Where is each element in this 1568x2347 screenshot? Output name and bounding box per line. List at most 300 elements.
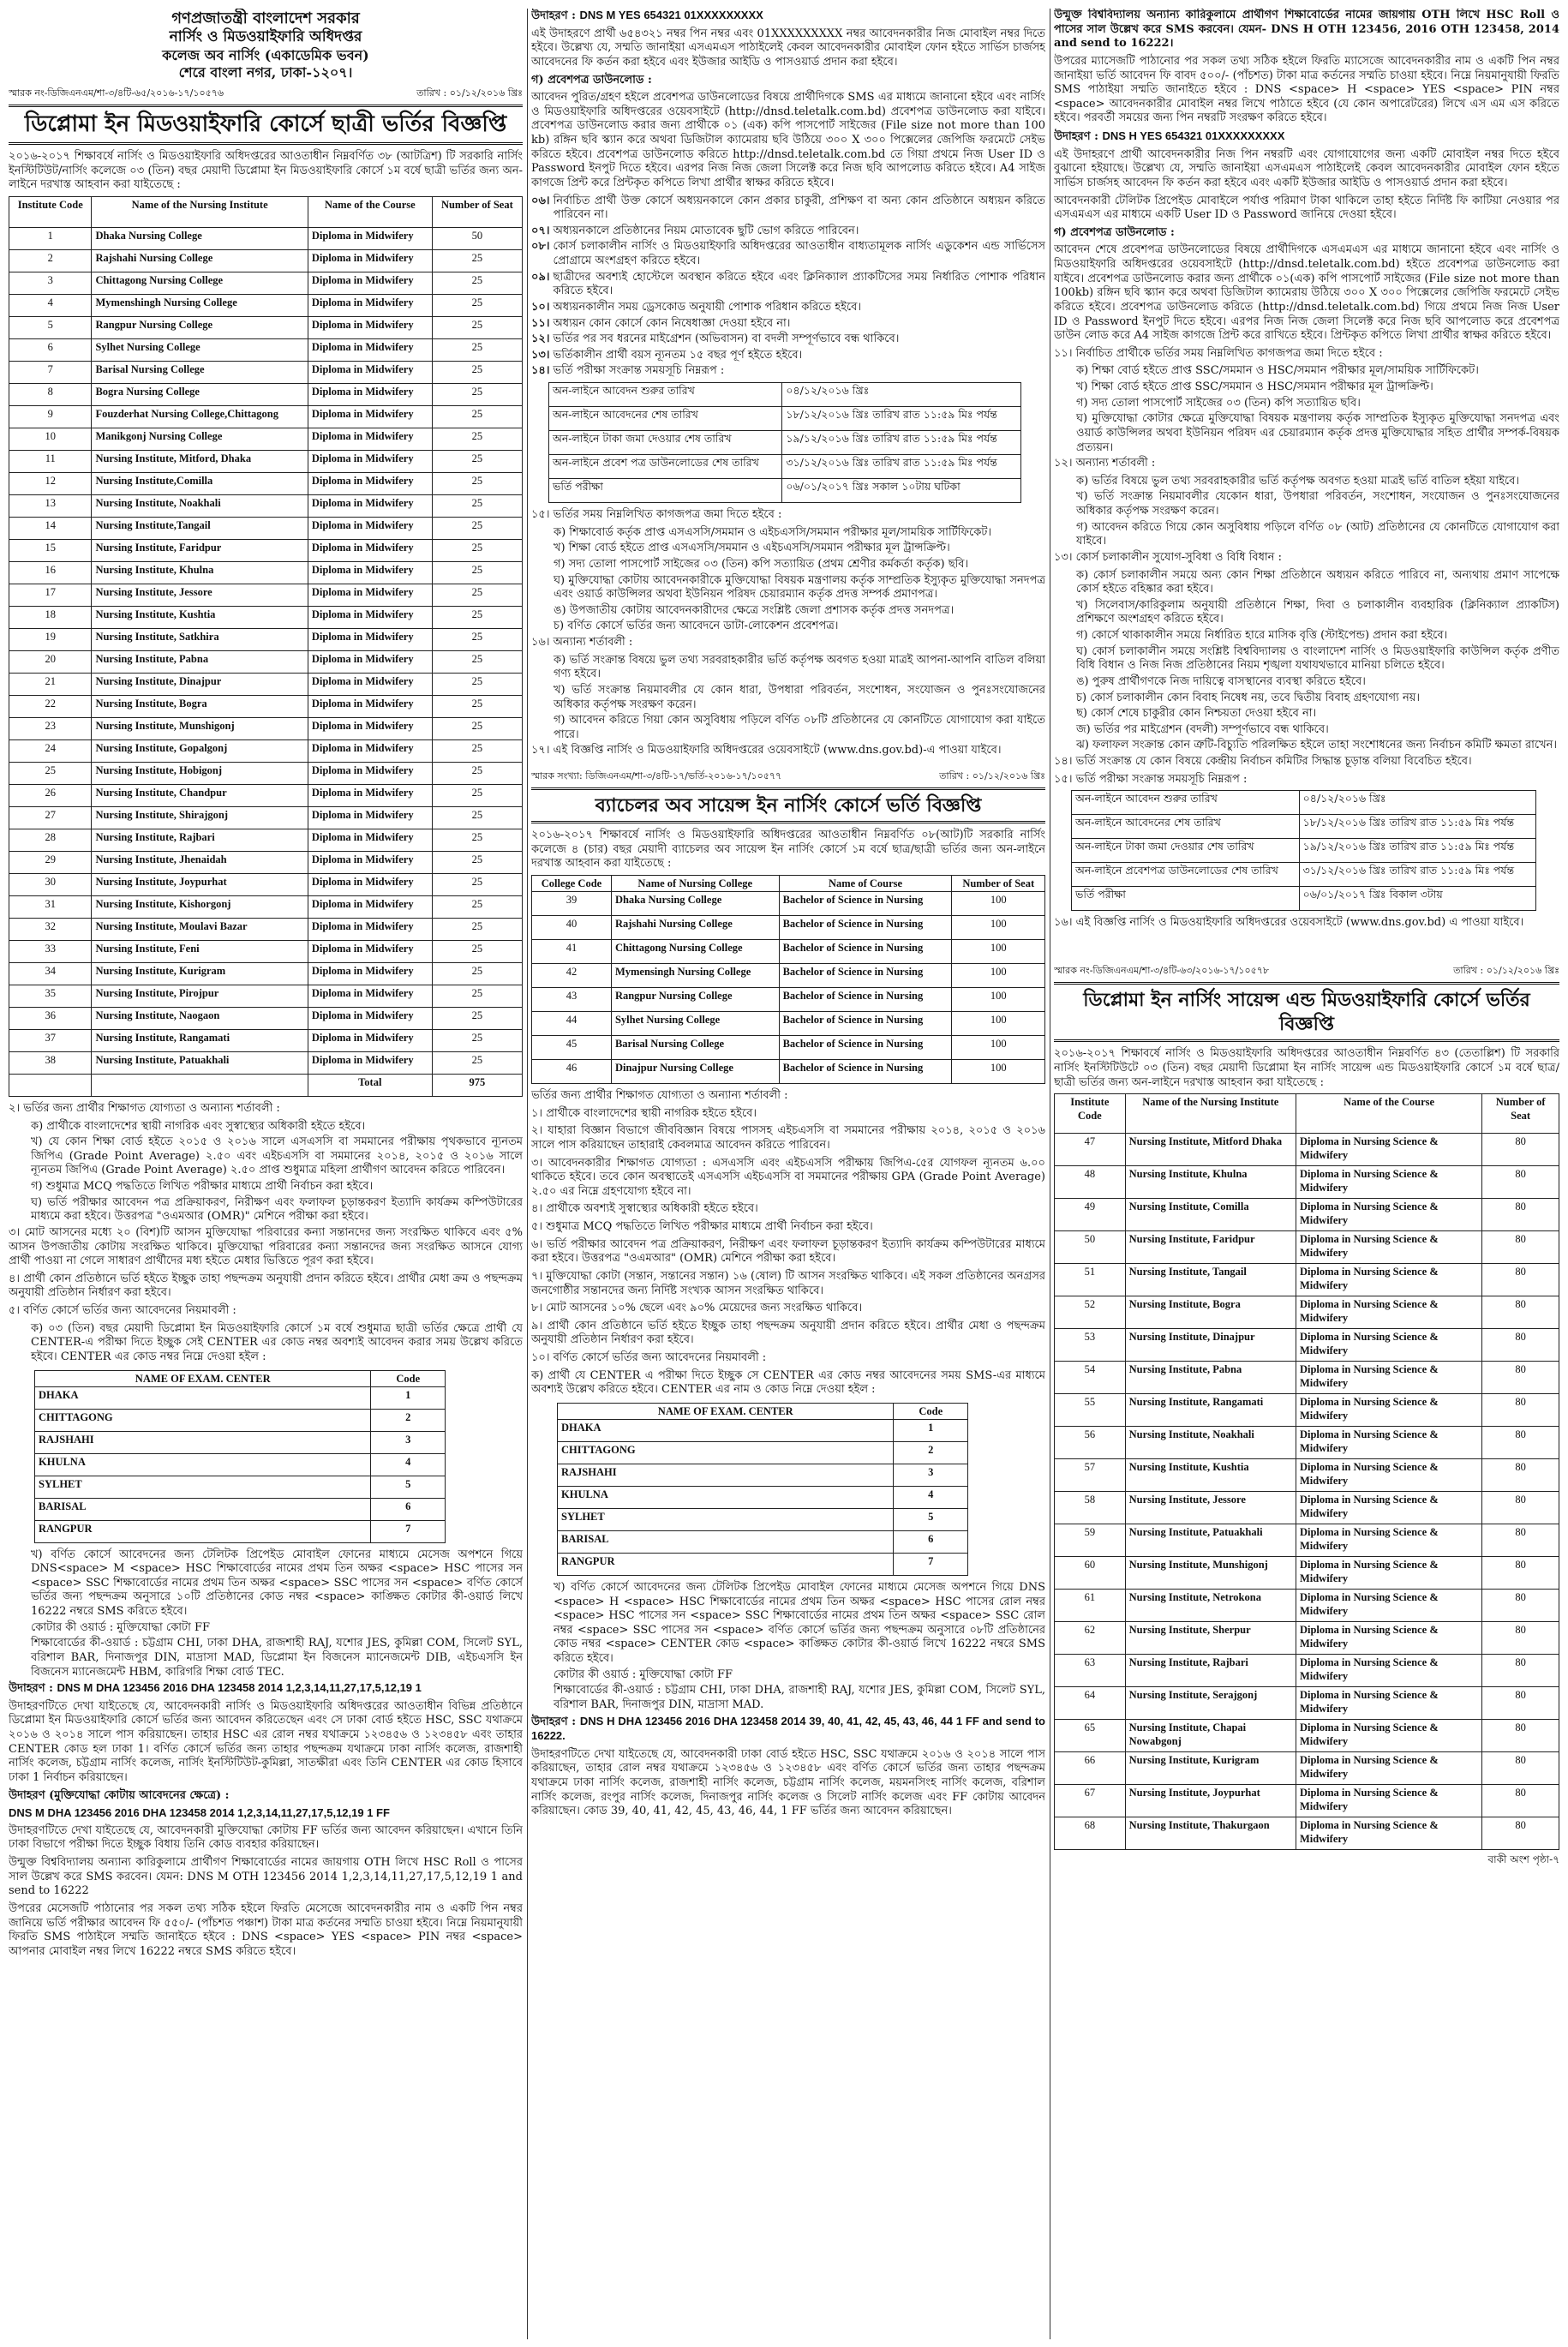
table-cell: 25 <box>432 383 522 405</box>
course-rules-title: ১৩। কোর্স চলাকালীন সুযোগ-সুবিধা ও বিধি বিধান : <box>1054 550 1282 564</box>
list-item: ২। যাহারা বিজ্ঞান বিভাগে জীববিজ্ঞান বিষয়ে পাসসহ এইচএসসি বা সমমানের পরীক্ষায় ২০১৪, ২০১৫ ও ২০১৬ সালে পাস করিয়াছেন তাহারাই কেবলমাত্র আবেদন করিতে পারিবেন। <box>531 1124 1045 1152</box>
yes-example-note: এই উদাহরণে প্রার্থী আবেদনকারীর নিজ পিন নম্বরটি এবং যোগাযোগের জন্য একটি মোবাইল নম্বর দিতে হইবে বুঝানো হইয়াছে। উল্লেখ্য যে, সম্মতি জানাইয়া এসএমএস পাঠাইলেই কেবল আবেদনকারীর মোবাইল ফোন হইতে সার্ভিস চার্জসহ আবেদন ফি কর্তন করা হইবে এবং একটি ইউজার আইডি ও পাসওয়ার্ড প্রদান করা হইবে। <box>1054 147 1559 189</box>
list-item: গ) কোর্সে থাকাকালীন সময়ে নির্ধারিত হারে মাসিক বৃত্তি (স্টাইপেন্ড) প্রদান করা হইবে। <box>1076 629 1448 642</box>
table-cell: 68 <box>1055 1817 1126 1850</box>
other-title: ১২। অন্যান্য শর্তাবলী : <box>1054 457 1156 470</box>
list-item: ক) কোর্স চলাকালীন সময়ে অন্য কোন শিক্ষা প্রতিষ্ঠানে অধ্যয়ন করিতে পারিবে না, অন্যথায় প্রমাণ সাপেক্ষে কোর্স হইতে বহিষ্কার করা হইবে। <box>1076 568 1559 596</box>
table-cell: 25 <box>432 272 522 294</box>
table-cell: 6 <box>894 1530 968 1553</box>
table-cell: Nursing Institute, Pirojpur <box>92 985 308 1007</box>
table-cell: ৩১/১২/২০১৬ খ্রিঃ তারিখ রাত ১১:৫৯ মিঃ পর্যন্ত <box>1299 863 1535 887</box>
table-row <box>558 1441 968 1464</box>
table-cell: ১৯/১২/২০১৬ খ্রিঃ তারিখ রাত ১১:৫৯ মিঃ পর্যন্ত <box>1299 839 1535 863</box>
table-cell: Rangpur Nursing College <box>92 316 308 338</box>
dns-institute-table <box>1054 1093 1559 1850</box>
table-cell: Diploma in Midwifery <box>308 472 432 494</box>
memo-date: তারিখ : ০১/১২/২০১৬ খ্রিঃ <box>1453 964 1559 976</box>
list-item: ৯। প্রার্থী কোন প্রতিষ্ঠানে ভর্তি হইতে ইচ্ছুক তাহা পছন্দক্রম অনুযায়ী প্রদান করিতে হইবে। প্রার্থীর মেধা ও পছন্দক্রম অনুযায়ী প্রতিষ্ঠান নির্ধারণ করা হইবে। <box>531 1319 1045 1347</box>
table-row <box>9 561 523 584</box>
table-row <box>9 1007 523 1029</box>
table-cell: Diploma in Midwifery <box>308 450 432 472</box>
table-cell: Nursing Institute, Thakurgaon <box>1125 1817 1296 1850</box>
reply-instructions: উপরের ম্যাসেজটি পাঠানোর পর সকল তথ্য সঠিক হইলে ফিরতি ম্যাসেজে আবেদনকারীর নাম ও একটি পিন নম্বর জানাইয়া ভর্তি আবেদন ফি বাবদ ৫০০/- (পাঁচশত) টাকা মাত্র কর্তনের সম্মতি চাওয়া হইবে। নিম্নে নিয়মানুযায়ী ফিরতি SMS পাঠাইয়া সম্মতি জানাইতে হইবে : DNS <space> H <space> YES <space> PIN নম্বর <space> আবেদনকারীর মোবাইল নম্বর লিখে পাঠাতে হইবে (যে কোন অপারেটরের) লিখে এস এম এস করিতে হইবে। পরবর্তী সময়ের জন্য পিন নম্বরটি সংরক্ষণ করিতে হইবে। <box>1054 54 1559 125</box>
column-header: Code <box>894 1403 968 1419</box>
memo-ref: স্মারক নং-ডিজিএনএম/শা-৩/৪টি-৬৩/২০১৬-১৭/১০৫৭৮ <box>1054 964 1270 976</box>
table-row <box>1055 1231 1559 1264</box>
table-cell: Nursing Institute,Comilla <box>92 472 308 494</box>
teletalk-note: আবেদনকারী টেলিটক প্রিপেইড মোবাইলে পর্যাপ্ত পরিমাণ টাকা থাকিলে তাহা হইতে নির্দিষ্ট ফি কাটিয়া নেওয়ার পর এসএমএস এর মাধ্যমে একটি User ID ও Password জানিয়ে দেওয়া হইবে। <box>1054 194 1559 222</box>
table-cell: Dhaka Nursing College <box>92 227 308 249</box>
table-cell: 25 <box>432 472 522 494</box>
table-cell: Nursing Institute, Khulna <box>1125 1166 1296 1199</box>
table-row <box>1055 1264 1559 1296</box>
table-cell: Mymensingh Nursing College <box>611 964 779 988</box>
table-cell: Bachelor of Science in Nursing <box>779 916 952 940</box>
table-cell: 80 <box>1482 1655 1559 1687</box>
table-cell: 66 <box>1055 1752 1126 1785</box>
table-cell: Nursing Institute, Rajbari <box>92 829 308 851</box>
table-cell: 62 <box>1055 1622 1126 1655</box>
table-row <box>1055 1687 1559 1720</box>
table-cell: 25 <box>432 584 522 606</box>
example-label: উদাহরণ : <box>9 1682 53 1696</box>
table-row <box>9 428 523 450</box>
column-header: Name of Course <box>779 876 952 892</box>
table-row <box>558 1486 968 1508</box>
table-row <box>549 431 1021 455</box>
table-row <box>9 606 523 628</box>
midwifery-institute-table <box>9 196 523 1097</box>
table-cell: Nursing Institute, Mitford Dhaka <box>1125 1134 1296 1166</box>
table-cell: Nursing Institute, Satkhira <box>92 628 308 650</box>
table-row <box>1055 1296 1559 1329</box>
table-row <box>9 985 523 1007</box>
eligibility-c: গ) শুধুমাত্র MCQ পদ্ধতিতে লিখিত পরীক্ষার মাধ্যমে প্রার্থী নির্বাচন করা হইবে। <box>31 1180 374 1194</box>
table-row <box>9 1051 523 1074</box>
table-row <box>1055 1329 1559 1362</box>
table-cell: Nursing Institute, Shirajgonj <box>92 806 308 829</box>
item-text: ছাত্রীদের অবশ্যই হোস্টেলে অবস্থান করিতে হইবে এবং ক্লিনিক্যাল প্র্যাকটিসের সময় নির্ধারিত পোশাক পরিধান করিতে হইবে। <box>553 270 1045 298</box>
table-row <box>35 1453 446 1476</box>
table-cell: অন-লাইনে আবেদনের শেষ তারিখ <box>1072 815 1300 839</box>
table-cell: 41 <box>532 940 612 964</box>
table-row <box>1055 1817 1559 1850</box>
table-row <box>1072 791 1536 815</box>
table-cell: অন-লাইনে প্রবেশ পত্র ডাউনলোডের শেষ তারিখ <box>549 455 782 479</box>
table-cell: Diploma in Midwifery <box>308 584 432 606</box>
column-header: College Code <box>532 876 612 892</box>
table-cell: অন-লাইনে টাকা জমা দেওয়ার শেষ তারিখ <box>549 431 782 455</box>
table-cell: 7 <box>894 1553 968 1575</box>
table-cell: 100 <box>952 1036 1045 1060</box>
table-row <box>9 472 523 494</box>
list-item: গ) সদ্য তোলা পাসপোর্ট সাইজের ০৩ (তিন) কপি সত্যায়িত ছবি। <box>1076 396 1361 410</box>
table-cell: 100 <box>952 1060 1045 1084</box>
table-cell: 25 <box>432 940 522 962</box>
list-item: খ) ভর্তি সংক্রান্ত নিয়মাবলীর যেকোন ধারা, উপধারা পরিবর্তন, সংশোধন, সংযোজন ও পুনঃসংযোজনের অধিকার কর্তৃপক্ষ সংরক্ষণ করেন। <box>1076 490 1559 518</box>
list-item: গ) সদ্য তোলা পাসপোর্ট সাইজের ০৩ (তিন) কপি সত্যায়িত (প্রথম শ্রেণীর কর্মকর্তা কর্তৃক) ছবি। <box>554 557 969 571</box>
table-cell: 7 <box>371 1520 446 1542</box>
table-cell: Diploma in Nursing Science & Midwifery <box>1296 1817 1481 1850</box>
table-cell: 2 <box>9 249 92 272</box>
table-cell: Diploma in Midwifery <box>308 851 432 873</box>
list-item <box>531 271 1045 299</box>
item-text: কোর্স চলাকালীন নার্সিং ও মিডওয়াইফারি অধিদপ্তরের আওতাধীন বাধ্যতামূলক নার্সিং এডুকেশন এন্ড সার্ভিসেস প্রোগ্রামে অংশগ্রহণ করিতে হইবে। <box>553 240 1045 267</box>
table-cell: ৩১/১২/২০১৬ খ্রিঃ তারিখ রাত ১১:৫৯ মিঃ পর্যন্ত <box>782 455 1021 479</box>
column-header: Number of Seat <box>1482 1094 1559 1134</box>
table-cell: 57 <box>1055 1459 1126 1492</box>
govt-header <box>9 9 523 82</box>
table-row <box>549 479 1021 503</box>
table-cell: 25 <box>432 539 522 561</box>
table-cell: 60 <box>1055 1557 1126 1590</box>
table-cell: অন-লাইনে প্রবেশপত্র ডাউনলোডের শেষ তারিখ <box>1072 863 1300 887</box>
table-cell: Diploma in Nursing Science & Midwifery <box>1296 1785 1481 1817</box>
exam-center-table <box>34 1370 446 1543</box>
table-cell: Diploma in Midwifery <box>308 338 432 361</box>
list-item: ১০। বর্ণিত কোর্সে ভর্তির জন্য আবেদনের নিয়মাবলী : <box>531 1351 767 1365</box>
table-cell: 46 <box>532 1060 612 1084</box>
list-item: ৪। প্রার্থীকে অবশ্যই সুস্বাস্থ্যের অধিকারী হইতে হইবে। <box>531 1202 758 1216</box>
table-row <box>1055 1166 1559 1199</box>
total-row <box>9 1074 523 1096</box>
table-row <box>9 829 523 851</box>
list-item <box>531 317 1045 332</box>
table-row <box>1055 1720 1559 1752</box>
table-cell: Chittagong Nursing College <box>611 940 779 964</box>
table-row <box>532 964 1045 988</box>
table-row <box>35 1498 446 1520</box>
table-cell: Diploma in Midwifery <box>308 673 432 695</box>
table-cell: 80 <box>1482 1264 1559 1296</box>
table-cell: Nursing Institute, Bogra <box>1125 1296 1296 1329</box>
table-cell: Nursing Institute, Dinajpur <box>1125 1329 1296 1362</box>
table-cell: Nursing Institute, Noakhali <box>92 494 308 517</box>
table-cell: SYLHET <box>558 1508 894 1530</box>
table-cell: Diploma in Nursing Science & Midwifery <box>1296 1687 1481 1720</box>
table-row <box>1055 1622 1559 1655</box>
memo-ref: স্মারক সংখ্যা: ডিজিএনএম/শা-৩/৪টি-১৭/ভর্তি-২০১৬-১৭/১০৫৭৭ <box>531 770 782 781</box>
admit-download-title: গ) প্রবেশপত্র ডাউনলোড : <box>1054 225 1175 239</box>
table-cell: 34 <box>9 962 92 985</box>
oth-instructions: উন্মুক্ত বিশ্ববিদ্যালয় অন্যান্য কারিকুলামে প্রার্থীগণ শিক্ষাবোর্ডের নামের জায়গায় OTH লিখে HSC Roll ও পাসের সাল উল্লেখ করে SMS করবেন। যেমন- DNS H OTH 123456, 2016 OTH 123458, 2014 and send to 16222। <box>1054 9 1559 51</box>
table-row <box>549 383 1021 407</box>
table-row <box>1055 1785 1559 1817</box>
table-cell: 80 <box>1482 1785 1559 1817</box>
table-cell: CHITTAGONG <box>35 1409 371 1431</box>
table-cell: Diploma in Nursing Science & Midwifery <box>1296 1622 1481 1655</box>
eligibility-b: খ) যে কোন শিক্ষা বোর্ড হইতে ২০১৫ ও ২০১৬ সালে এসএসসি বা সমমানের পরীক্ষায় পৃথকভাবে ন্যূনতম জিপিএ (Grade Point Average) ২.৫০ এবং এইচএসসি বা সমমানের ২০১৪, ২০১৫ ও ২০১৬ সালে ন্যূনতম জিপিএ (Grade Point Average) ২.৫০ প্রাপ্ত শুধুমাত্র মহিলা প্রার্থীগণ আবেদন করিতে পারিবেন। <box>31 1135 523 1177</box>
table-cell: BARISAL <box>558 1530 894 1553</box>
item-number: ০৭। <box>531 224 550 237</box>
notice-intro: ২০১৬-২০১৭ শিক্ষাবর্ষে নার্সিং ও মিডওয়াইফারি অধিদপ্তরের আওতাধীন নিম্নবর্ণিত ৩৮ (আটত্রিশ) টি সরকারি নার্সিং ইনস্টিটিউট/নার্সিং কলেজে ০৩ (তিন) বছর মেয়াদী ডিপ্লোমা ইন মিডওয়াইফারি কোর্সে ১ম বর্ষে ছাত্রী ভর্তির জন্য অন-লাইনে দরখাস্ত আহবান করা যাইতেছে : <box>9 150 523 192</box>
table-cell: 25 <box>432 494 522 517</box>
table-cell: Diploma in Midwifery <box>308 739 432 762</box>
table-cell: Bachelor of Science in Nursing <box>779 988 952 1012</box>
quota-clause: ৩। মোট আসনের মধ্যে ২০ (বিশ)টি আসন মুক্তিযোদ্ধা পরিবারের কন্যা সন্তানদের জন্য সংরক্ষিত থাকিবে এবং ৫% আসন উপজাতীয় কোটায় সংরক্ষিত থাকিবে। মুক্তিযোদ্ধা পরিবারের কন্যা সন্তানদের জন্য সংরক্ষিত আসনে যোগ্য প্রার্থী পাওয়া না গেলে সাধারণ প্রার্থীদের মধ্য হইতে মেধার ভিত্তিতে পূরণ করা হইবে। <box>9 1225 523 1268</box>
table-cell: Diploma in Midwifery <box>308 1051 432 1074</box>
table-row <box>9 294 523 316</box>
admit-download-body: আবেদন শেষে প্রবেশপত্র ডাউনলোডের বিষয়ে প্রার্থীদিগকে এসএমএস এর মাধ্যমে জানানো হইবে এবং নার্সিং ও মিডওয়াইফারি অধিদপ্তরের ওয়েবসাইটে (http://dnsd.teletalk.com.bd) হইতে প্রবেশপত্র ডাউনলোড করা যাইবে। প্রবেশপত্র ডাউনলোড করার জন্য প্রার্থীকে ০১(এক) কপি পাসপোর্ট সাইজের (File size not more than 100kb) রঙ্গিন ছবি স্ক্যান করে অথবা ডিজিটাল ক্যামেরায় উঠিয়ে ৩০০ X ৩০০ পিক্সেলের জেপিজি ফরমেটে সেইভ করিতে হইবে। প্রবেশপত্র ডাউনলোড করিতে (http://dnsd.teletalk.com.bd) গিয়ে প্রথমে নিজ নিজ User ID ও Password ইনপুট দিতে হইবে। এরপর নিজ নিজ জেলা সিলেক্ট করে নিজ ছবি আপলোড করে প্রবেশপত্র ডাউন লোড করে A4 সাইজ কাগজে প্রিন্ট করে রাখিতে হইবে। প্রিন্টকৃত কপিতে লিখা প্রার্থীর স্বাক্ষর করিতে হইবে। <box>1054 243 1559 343</box>
table-cell: 18 <box>9 606 92 628</box>
table-cell: 9 <box>9 405 92 428</box>
table-cell: Diploma in Midwifery <box>308 1029 432 1051</box>
list-item: ঘ) মুক্তিযোদ্ধা কোটায় আবেদনকারীকে মুক্তিযোদ্ধা বিষয়ক মন্ত্রণালয় কর্তৃক সাম্প্রতিক ইস্যুকৃত মুক্তিযোদ্ধা সনদপত্র এবং ওয়ার্ড কাউন্সিলর অথবা ইউনিয়ন পরিষদ চেয়ারম্যান কর্তৃক প্রদত্ত সম্পর্ক প্রমাণপত্র। <box>554 573 1045 602</box>
list-item: গ) আবেদন করিতে গিয়ে কোন অসুবিধায় পড়িলে বর্ণিত ০৮ (আট) প্রতিষ্ঠানের যে কোনটিতে যোগাযোগ করা যাইবে। <box>1076 520 1559 548</box>
table-row <box>9 895 523 918</box>
column-header: NAME OF EXAM. CENTER <box>35 1370 371 1386</box>
table-cell: KHULNA <box>35 1453 371 1476</box>
table-cell: 24 <box>9 739 92 762</box>
table-cell: Nursing Institute, Kushtia <box>1125 1459 1296 1492</box>
table-row <box>9 762 523 784</box>
table-cell: 25 <box>432 895 522 918</box>
table-row <box>532 916 1045 940</box>
list-item <box>531 332 1045 347</box>
column-2 <box>531 9 1045 2339</box>
table-cell: 100 <box>952 1012 1045 1036</box>
table-cell: 25 <box>432 918 522 940</box>
schedule-table <box>1071 790 1536 911</box>
table-cell: 25 <box>432 873 522 895</box>
table-row <box>9 272 523 294</box>
table-cell: Diploma in Nursing Science & Midwifery <box>1296 1134 1481 1166</box>
table-cell: 40 <box>532 916 612 940</box>
table-cell: 64 <box>1055 1687 1126 1720</box>
table-cell: 3 <box>371 1431 446 1453</box>
bsc-exam-center-table <box>557 1403 968 1576</box>
table-cell: ভর্তি পরীক্ষা <box>549 479 782 503</box>
table-row <box>9 739 523 762</box>
table-cell: 25 <box>432 829 522 851</box>
table-row <box>1072 887 1536 911</box>
table-cell: 80 <box>1482 1687 1559 1720</box>
table-cell: 20 <box>9 650 92 673</box>
table-cell: Diploma in Nursing Science & Midwifery <box>1296 1394 1481 1427</box>
list-item: ৬। ভর্তি পরীক্ষার আবেদন পত্র প্রক্রিয়াকরণ, নিরীক্ষণ এবং ফলাফল চূড়ান্তকরণ ইত্যাদি কার্যক্রম কম্পিউটারের মাধ্যমে করা হইবে। উত্তরপত্র "ওএমআর" (OMR) মেশিনে পরীক্ষা করা হইবে। <box>531 1237 1045 1266</box>
quota-keyword: কোটার কী ওয়ার্ড : মুক্তিযোদ্ধা কোটা FF <box>31 1620 211 1634</box>
table-cell: Diploma in Midwifery <box>308 316 432 338</box>
other-list <box>531 654 1045 743</box>
table-cell: 13 <box>9 494 92 517</box>
table-cell: 27 <box>9 806 92 829</box>
table-row <box>9 383 523 405</box>
list-item: ৭। মুক্তিযোদ্ধা কোটা (সন্তান, সন্তানের সন্তান) ১৬ (ষোল) টি আসন সংরক্ষিত থাকিবে। এই সকল প্রতিষ্ঠানের অনগ্রসর জনগোষ্ঠীর সন্তানদের জন্য নির্দিষ্ট সংখ্যক আসন সংরক্ষিত থাকিবে। <box>531 1269 1045 1297</box>
table-row <box>9 517 523 539</box>
eligibility-d: ঘ) ভর্তি পরীক্ষার আবেদন পত্র প্রক্রিয়াকরণ, নিরীক্ষণ এবং ফলাফল চূড়ান্তকরণ ইত্যাদি কার্যক্রম কম্পিউটারের মাধ্যমে করা হইবে। উত্তরপত্র "ওএমআর (OMR)" মেশিনে পরীক্ষা করা হইবে। <box>31 1195 523 1224</box>
table-cell: Mymenshingh Nursing College <box>92 294 308 316</box>
bsc-example <box>531 1715 1045 1745</box>
table-cell: 50 <box>432 227 522 249</box>
table-cell: 38 <box>9 1051 92 1074</box>
table-cell: Diploma in Nursing Science & Midwifery <box>1296 1199 1481 1231</box>
column-header: Code <box>371 1370 446 1386</box>
table-cell: Manikgonj Nursing College <box>92 428 308 450</box>
table-cell: Nursing Institute, Naogaon <box>92 1007 308 1029</box>
table-cell: Nursing Institute, Jhenaidah <box>92 851 308 873</box>
table-cell: 25 <box>432 249 522 272</box>
list-item: খ) সিলেবাস/কারিকুলাম অনুযায়ী প্রতিষ্ঠানে শিক্ষা, দিবা ও চলাকালীন ব্যবহারিক (ক্লিনিক্যাল প্র্যাকটিস) প্রশিক্ষণে অংশগ্রহণ করিতে হইবে। <box>1076 598 1559 626</box>
table-row <box>9 249 523 272</box>
table-cell: 53 <box>1055 1329 1126 1362</box>
table-row <box>9 227 523 249</box>
table-cell: 14 <box>9 517 92 539</box>
bsc-example-note: উদাহরণটিতে দেখা যাইতেছে যে, আবেদনকারী ঢাকা বোর্ড হইতে HSC, SSC যথাক্রমে ২০১৬ ও ২০১৪ সালে পাস করিয়াছেন, তাহার রোল নম্বর যথাক্রমে ১২৩৪৫৬ ও ১২৩৪৫৮ এবং বর্ণিত কোর্সে ভর্তির জন্য তাহার পছন্দক্রম যথাক্রমে ঢাকা নার্সিং কলেজ, রাজশাহী নার্সিং কলেজ, চট্টগ্রাম নার্সিং কলেজ, ময়মনসিংহ নার্সিং কলেজ, বরিশাল নার্সিং কলেজ, রংপুর নার্সিং কলেজ, দিনাজপুর নার্সিং কলেজ ও সিলেট নার্সিং কলেজ এবং FF কোটায় আবেদন করিয়াছেন। কোড 39, 40, 41, 42, 45, 43, 46, 44, 1 FF ভর্তির জন্য আবেদন করিয়াছেন। <box>531 1747 1045 1818</box>
table-row <box>1055 1459 1559 1492</box>
table-row <box>9 940 523 962</box>
table-cell: 2 <box>371 1409 446 1431</box>
table-row <box>9 650 523 673</box>
table-row <box>532 1036 1045 1060</box>
table-cell: Diploma in Nursing Science & Midwifery <box>1296 1231 1481 1264</box>
table-cell: Nursing Institute,Tangail <box>92 517 308 539</box>
item-text: অধ্যয়ন কোন কোর্সে কোন নিষেধাজ্ঞা দেওয়া হইবে না। <box>553 316 791 330</box>
table-cell: 48 <box>1055 1166 1126 1199</box>
table-cell: 15 <box>9 539 92 561</box>
table-cell: 54 <box>1055 1362 1126 1394</box>
table-cell: Nursing Institute, Munshigonj <box>1125 1557 1296 1590</box>
bsc-notice-title: ব্যাচেলর অব সায়েন্স ইন নার্সিং কোর্সে ভর্তি বিজ্ঞপ্তি <box>531 787 1045 823</box>
table-row <box>1055 1394 1559 1427</box>
list-item: ক) ভর্তি সংক্রান্ত বিষয়ে ভুল তথ্য সরবরাহকারীর ভর্তি কর্তৃপক্ষ অবগত হওয়া মাত্রই আপনা-আপনি বাতিল বলিয়া গণ্য হইবে। <box>554 653 1045 681</box>
table-cell: Diploma in Midwifery <box>308 895 432 918</box>
table-cell: 52 <box>1055 1296 1126 1329</box>
table-cell: Diploma in Nursing Science & Midwifery <box>1296 1655 1481 1687</box>
yes-example <box>531 9 1045 24</box>
table-cell: 100 <box>952 988 1045 1012</box>
table-cell: 25 <box>432 851 522 873</box>
table-cell: 19 <box>9 628 92 650</box>
table-cell: Nursing Institute, Kishorgonj <box>92 895 308 918</box>
table-cell: Diploma in Nursing Science & Midwifery <box>1296 1166 1481 1199</box>
table-cell: 25 <box>432 717 522 739</box>
table-cell: Bachelor of Science in Nursing <box>779 892 952 916</box>
table-cell: ০৬/০১/২০১৭ খ্রিঃ সকাল ১০টায় ঘটিকা <box>782 479 1021 503</box>
table-cell: 61 <box>1055 1590 1126 1622</box>
dns-notice-title: ডিপ্লোমা ইন নার্সিং সায়েন্স এন্ড মিডওয়াইফারি কোর্সে ভর্তির বিজ্ঞপ্তি <box>1054 982 1559 1042</box>
table-cell: 36 <box>9 1007 92 1029</box>
table-cell: Diploma in Midwifery <box>308 918 432 940</box>
table-cell: Diploma in Midwifery <box>308 717 432 739</box>
memo-line <box>1054 965 1559 977</box>
table-cell: 4 <box>894 1486 968 1508</box>
table-cell: Diploma in Midwifery <box>308 227 432 249</box>
table-cell: 100 <box>952 964 1045 988</box>
table-row <box>1072 863 1536 887</box>
table-cell: Diploma in Nursing Science & Midwifery <box>1296 1296 1481 1329</box>
memo-date: তারিখ : ০১/১২/২০১৬ খ্রিঃ <box>416 87 523 99</box>
table-cell: Diploma in Nursing Science & Midwifery <box>1296 1524 1481 1557</box>
table-row <box>9 361 523 383</box>
header-line-1: গণপ্রজাতন্ত্রী বাংলাদেশ সরকার <box>171 9 360 27</box>
bsc-quota-keyword: কোটার কী ওয়ার্ড : মুক্তিযোদ্ধা কোটা FF <box>554 1667 733 1681</box>
list-item <box>531 349 1045 363</box>
memo-date: তারিখ : ০১/১২/২০১৬ খ্রিঃ <box>939 770 1045 781</box>
table-cell: ১৮/১২/২০১৬ খ্রিঃ তারিখ রাত ১১:৫৯ মিঃ পর্যন্ত <box>1299 815 1535 839</box>
table-cell: 80 <box>1482 1622 1559 1655</box>
rules-list <box>531 195 1045 380</box>
list-item: ৫। শুধুমাত্র MCQ পদ্ধতিতে লিখিত পরীক্ষার মাধ্যমে প্রার্থী নির্বাচন করা হইবে। <box>531 1220 873 1234</box>
table-cell: Bachelor of Science in Nursing <box>779 964 952 988</box>
list-item: ৩। আবেদনকারীর শিক্ষাগত যোগ্যতা : এসএসসি এবং এইচএসসি পরীক্ষায় জিপিএ-৫ের যোগফল ন্যূনতম ৬.০০ থাকিতে হইবে। তবে কোন অবস্থাতেই এসএসসি এইচএসসি বা সমমানের পরীক্ষায় GPA (Grade Point Average) ২.৫০ এর নিম্নে গ্রহণযোগ্য হইবে না। <box>531 1156 1045 1198</box>
schedule-title: ১৫। ভর্তি পরীক্ষা সংক্রান্ত সময়সূচি নিম্নরূপ : <box>1054 772 1248 786</box>
table-row <box>9 784 523 806</box>
other-title: ১৬। অন্যান্য শর্তাবলী : <box>531 636 633 649</box>
table-cell: 6 <box>371 1498 446 1520</box>
column-header: Number of Seat <box>952 876 1045 892</box>
item-number: ১২। <box>531 332 550 346</box>
list-item: ভর্তির জন্য প্রার্থীর শিক্ষাগত যোগ্যতা ও অন্যান্য শর্তাবলী : <box>531 1089 788 1103</box>
table-row <box>35 1409 446 1431</box>
item-text: অধ্যয়নকালে প্রতিষ্ঠানের নিয়ম মোতাবেক ছুটি ভোগ করিতে পারিবেন। <box>553 224 859 237</box>
table-cell: Diploma in Midwifery <box>308 494 432 517</box>
table-cell: 25 <box>432 1007 522 1029</box>
table-row <box>532 940 1045 964</box>
table-cell: Diploma in Nursing Science & Midwifery <box>1296 1362 1481 1394</box>
example-label: উদাহরণ : <box>531 9 576 22</box>
table-cell: 2 <box>894 1441 968 1464</box>
item-number: ১০। <box>531 300 550 314</box>
list-item: চ) কোর্স চলাকালীন কোন বিবাহ নিষেধ নয়, তবে দ্বিতীয় বিবাহ গ্রহণযোগ্য নয়। <box>1076 691 1421 704</box>
table-cell: 28 <box>9 829 92 851</box>
table-row <box>558 1530 968 1553</box>
table-cell: 80 <box>1482 1296 1559 1329</box>
table-row <box>1072 839 1536 863</box>
table-cell: 25 <box>432 985 522 1007</box>
list-item <box>531 364 1045 379</box>
table-cell: Diploma in Nursing Science & Midwifery <box>1296 1264 1481 1296</box>
table-cell: 39 <box>532 892 612 916</box>
list-item: ঙ) উপজাতীয় কোটায় আবেদনকারীদের ক্ষেত্রে সংশ্লিষ্ট জেলা প্রশাসক কর্তৃক প্রদত্ত সনদপত্র। <box>554 603 955 617</box>
table-cell: 1 <box>894 1419 968 1441</box>
table-cell: Rangpur Nursing College <box>611 988 779 1012</box>
table-cell: Diploma in Midwifery <box>308 561 432 584</box>
table-row <box>9 918 523 940</box>
table-row <box>532 892 1045 916</box>
example-2-sms: DNS M DHA 123456 2016 DHA 123458 2014 1,2,3,14,11,27,17,5,12,19 1 FF <box>9 1806 390 1820</box>
continued-note: বাকী অংশ পৃষ্ঠা-৭ <box>1487 1853 1559 1866</box>
table-cell: Nursing Institute, Joypurhat <box>92 873 308 895</box>
table-cell: 33 <box>9 940 92 962</box>
table-cell: Sylhet Nursing College <box>611 1012 779 1036</box>
table-cell: Bachelor of Science in Nursing <box>779 1012 952 1036</box>
table-cell: 25 <box>432 405 522 428</box>
table-row <box>1055 1362 1559 1394</box>
header-line-2: নার্সিং ও মিডওয়াইফারি অধিদপ্তর <box>169 28 362 46</box>
table-cell: Nursing Institute, Khulna <box>92 561 308 584</box>
table-cell: Nursing Institute, Patuakhali <box>1125 1524 1296 1557</box>
table-row <box>1055 1752 1559 1785</box>
list-item: ঙ) পুরুষ প্রার্থীগণকে নিজ দায়িত্বে বাসস্থানের ব্যবস্থা করিতে হইবে। <box>1076 674 1366 688</box>
documents-list <box>1054 364 1559 455</box>
table-row <box>558 1553 968 1575</box>
table-cell: 25 <box>432 650 522 673</box>
table-cell: 25 <box>432 294 522 316</box>
table-cell: 25 <box>432 450 522 472</box>
table-row <box>9 405 523 428</box>
column-header: Name of the Nursing Institute <box>92 196 308 227</box>
table-cell: 32 <box>9 918 92 940</box>
table-cell: 44 <box>532 1012 612 1036</box>
table-cell: Diploma in Nursing Science & Midwifery <box>1296 1720 1481 1752</box>
table-row <box>1055 1134 1559 1166</box>
documents-title: ১১। নির্বাচিত প্রার্থীকে ভর্তির সময় নিম্নলিখিত কাগজপত্র জমা দিতে হইবে : <box>1054 346 1383 360</box>
documents-title: ১৫। ভর্তির সময় নিম্নলিখিত কাগজপত্র জমা দিতে হইবে : <box>531 508 782 521</box>
table-cell: 50 <box>1055 1231 1126 1264</box>
table-row <box>1055 1655 1559 1687</box>
bsc-conditions <box>531 1089 1045 1398</box>
example-label: উদাহরণ : <box>1054 130 1098 143</box>
